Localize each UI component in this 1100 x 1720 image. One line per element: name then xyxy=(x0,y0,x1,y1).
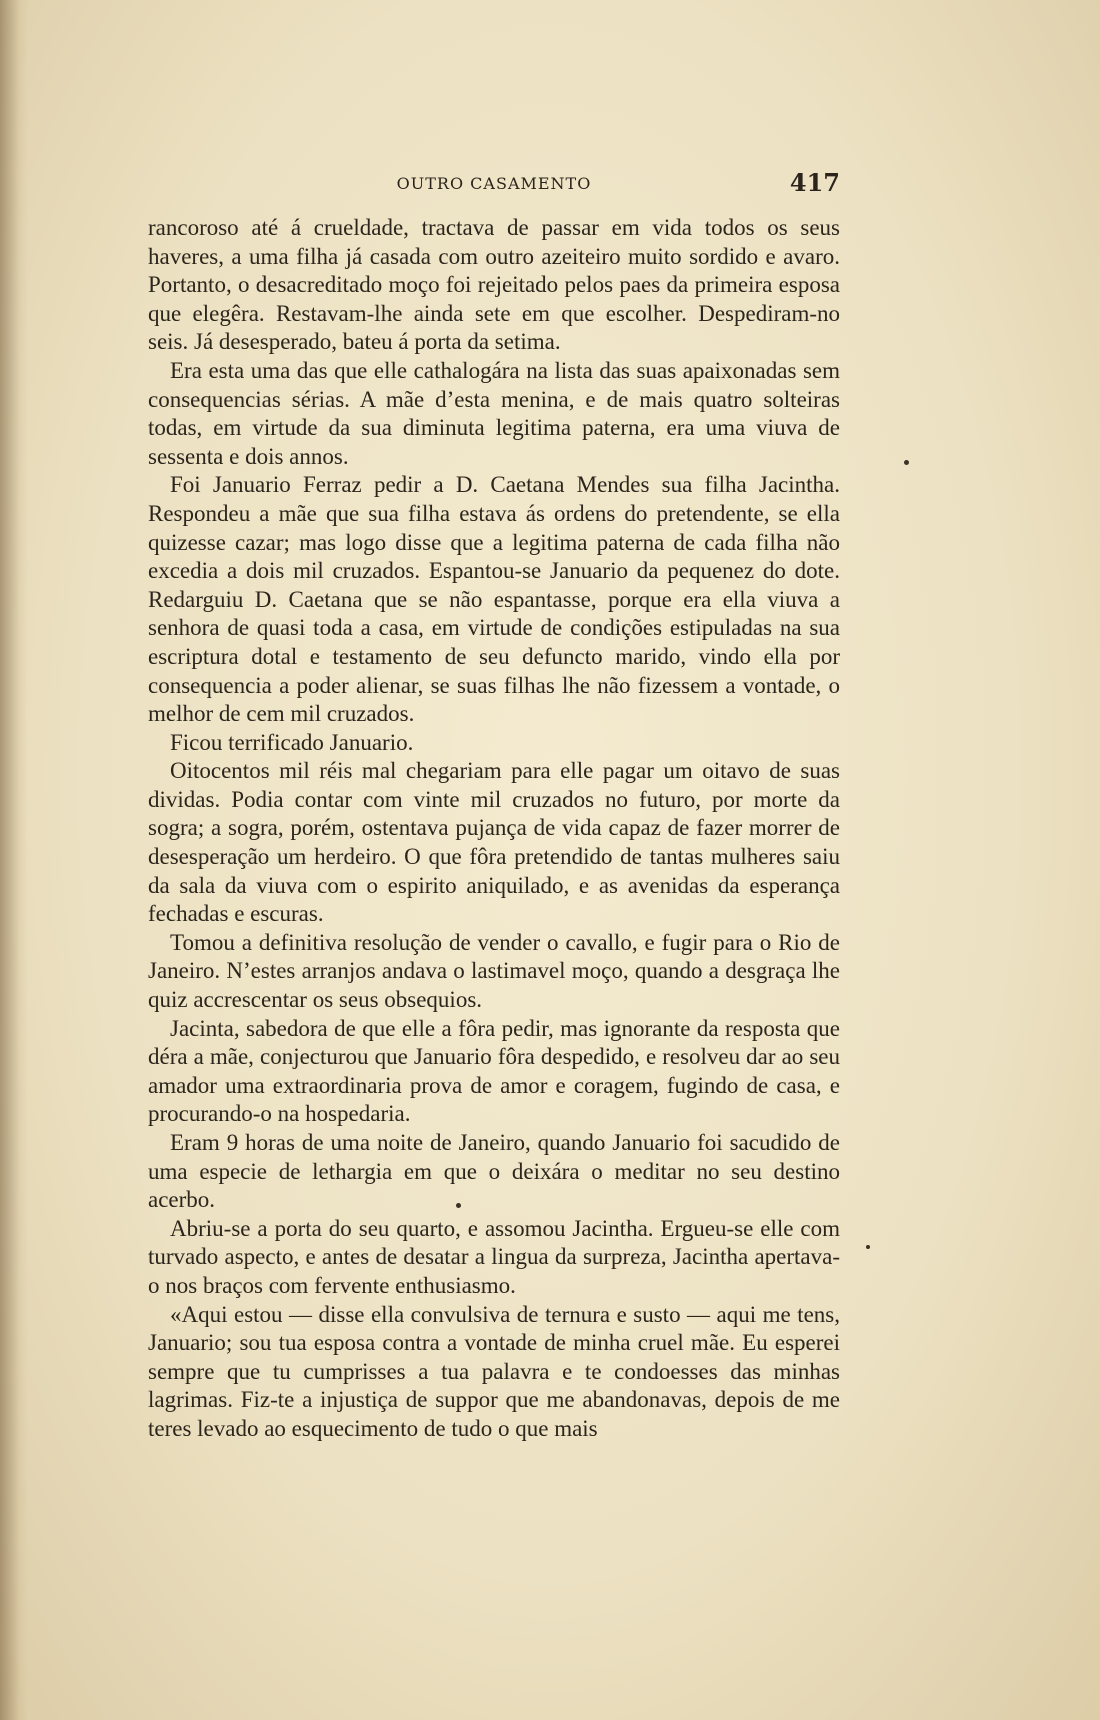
paragraph: Jacinta, sabedora de que elle a fôra pedir, mas ignorante da resposta que déra a mãe, conjecturou que Januario fôra despedido, e resolveu dar ao seu amador uma extraordinaria prova de amor e coragem, fugindo de casa, e procurando-o na hospedaria. xyxy=(148,1015,840,1127)
paragraph: Oitocentos mil réis mal chegariam para elle pagar um oitavo de suas dividas. Podia contar com vinte mil cruzados no futuro, por morte da sogra; a sogra, porém, ostentava pujança de vida capaz de fazer morrer de desesperação um herdeiro. O que fôra pretendido de tantas mulheres saiu da sala da viuva com o espirito aniquilado, e as avenidas da esperança fechadas e escuras. xyxy=(148,758,840,927)
paragraph: Foi Januario Ferraz pedir a D. Caetana Mendes sua filha Jacintha. Respondeu a mãe que sua filha estava ás ordens do pretendente, se ella quizesse cazar; mas logo disse que a legitima paterna de cada filha não excedia a dois mil cruzados. Espantou-se Januario da pequenez do dote. Redarguiu D. Caetana que se não espantasse, porque era ella viuva a senhora de quasi toda a casa, em virtude de condições estipuladas na sua escriptura dotal e testamento de seu defuncto marido, vindo ella por consequencia a poder alienar, se suas filhas lhe não fizessem a vontade, o melhor de cem mil cruzados. xyxy=(148,472,840,727)
paragraph: «Aqui estou — disse ella convulsiva de ternura e susto — aqui me tens, Januario; sou tua esposa contra a vontade de minha cruel mãe. Eu esperei sempre que tu cumprisses a tua palavra e te condoesses das minhas lagrimas. Fiz-te a injustiça de suppor que me abandonavas, depois de me teres levado ao esquecimento de tudo o que mais xyxy=(148,1301,840,1441)
binding-shadow xyxy=(0,0,28,1720)
paragraph: Tomou a definitiva resolução de vender o cavallo, e fugir para o Rio de Janeiro. N’estes arranjos andava o lastimavel moço, quando a desgraça lhe quiz accrescentar os seus obsequios. xyxy=(148,929,840,1013)
running-title: OUTRO CASAMENTO xyxy=(396,174,592,193)
ink-speck xyxy=(904,460,909,465)
ink-speck xyxy=(456,1203,461,1208)
paragraph: rancoroso até á crueldade, tractava de passar em vida todos os seus haveres, a uma filha já casada com outro azeiteiro muito sordido e avaro. Portanto, o desacreditado moço foi rejeitado pelos paes da primeira esposa que elegêra. Restavam-lhe ainda sete em que escolher. Despediram-no seis. Já desesperado, bateu á porta da setima. xyxy=(148,215,840,355)
paragraph: Era esta uma das que elle cathalogára na lista das suas apaixonadas sem consequencias sérias. A mãe d’esta menina, e de mais quatro solteiras todas, em virtude da sua diminuta legitima paterna, era uma viuva de sessenta e dois annos. xyxy=(148,357,840,469)
paragraph: Ficou terrificado Januario. xyxy=(170,729,414,755)
body-text xyxy=(148,214,840,1444)
ink-speck xyxy=(866,1245,870,1249)
page-number: 417 xyxy=(789,168,840,197)
paragraph: Abriu-se a porta do seu quarto, e assomou Jacintha. Ergueu-se elle com turvado aspecto, e antes de desatar a lingua da surpreza, Jacintha apertava-o nos braços com fervente enthusiasmo. xyxy=(148,1215,840,1298)
paragraph: Eram 9 horas de uma noite de Janeiro, quando Januario foi sacudido de uma especie de lethargia em que o deixára o meditar no seu destino acerbo. xyxy=(148,1130,840,1213)
running-head xyxy=(148,168,840,202)
